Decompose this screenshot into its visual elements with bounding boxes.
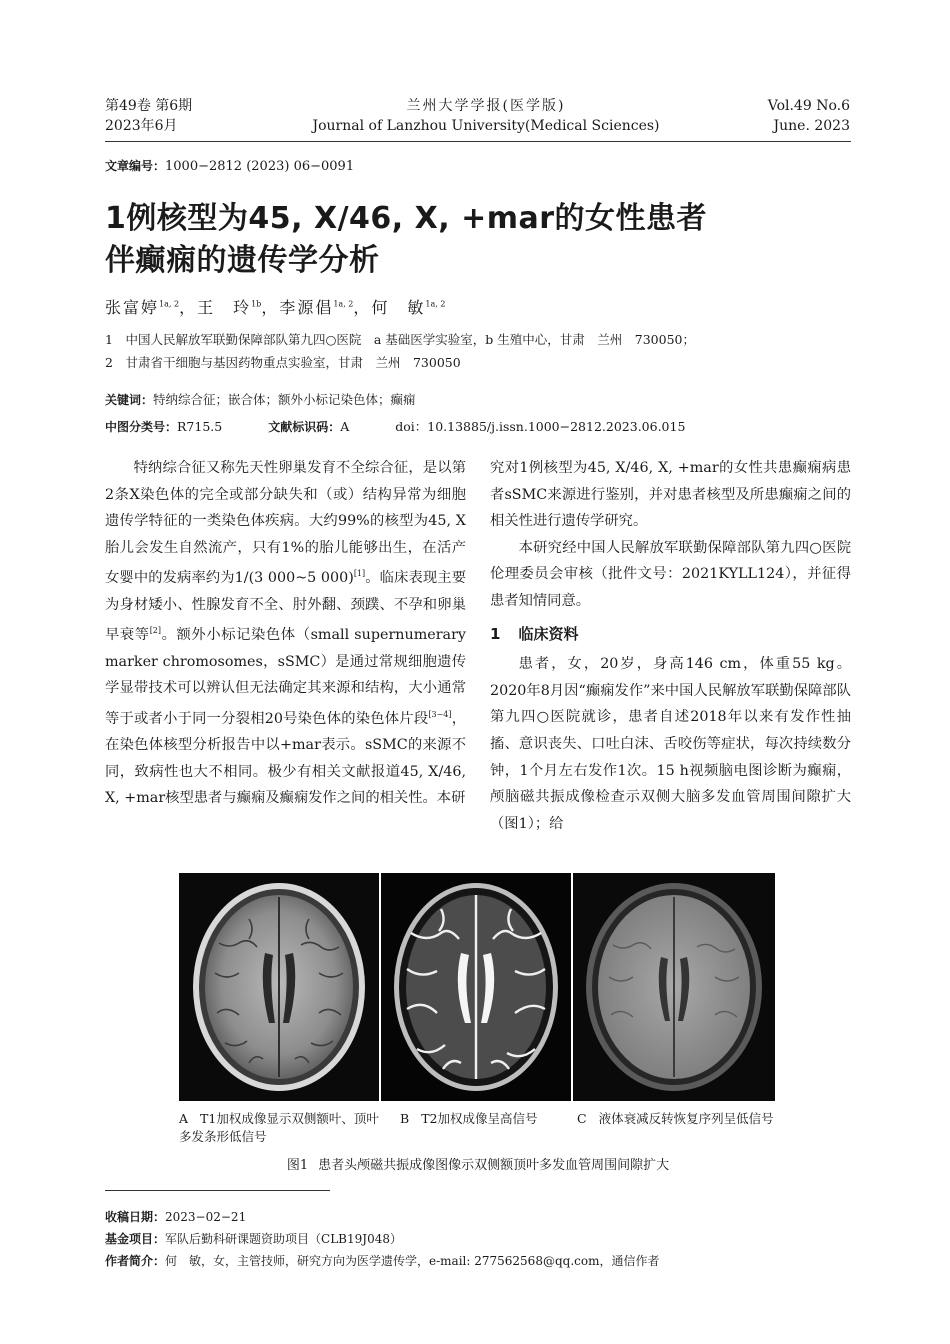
author-affiliation-mark: 1a, 2 (159, 299, 180, 309)
figure-number: 图1 (286, 1158, 309, 1173)
running-header-right (768, 96, 850, 136)
doc-code-value: A (340, 419, 350, 434)
footnote-divider (105, 1190, 330, 1191)
caption-text: 液体衰减反转恢复序列呈低信号 (598, 1111, 774, 1126)
clc-value: R715.5 (177, 419, 223, 434)
running-header-left (105, 96, 192, 136)
doc-code-label: 文献标识码： (268, 420, 341, 434)
body-column-left (105, 455, 466, 812)
doi-label: doi： (395, 419, 428, 434)
section-number: 1 (490, 624, 501, 643)
author-affiliation-mark: 1b (251, 299, 262, 309)
citation-ref: [3−4] (428, 709, 452, 719)
ethics-paragraph: 本研究经中国人民解放军联勤保障部队第九四○医院伦理委员会审核（批件文号：2021KYLL124），并征得患者知情同意。 (490, 539, 851, 609)
affiliation-1: 1 中国人民解放军联勤保障部队第九四○医院 a 基础医学实验室，b 生殖中心，甘肃 兰州 730050； (105, 332, 695, 347)
publication-date: 2023年6月 (105, 118, 178, 134)
caption-letter: B (400, 1111, 410, 1126)
volume-issue: 第49卷 第6期 (105, 98, 193, 114)
author-separator: ， (179, 298, 198, 317)
figure-panel-c-flair-mri (573, 873, 775, 1101)
author-bio-value: 何 敏，女，主管技师，研究方向为医学遗传学，e-mail: 277562568@qq.com，通信作者 (165, 1254, 660, 1268)
received-label: 收稿日期： (105, 1210, 166, 1224)
doi-value: 10.13885/j.issn.1000−2812.2023.06.015 (427, 419, 686, 434)
keywords-value: 特纳综合征；嵌合体；额外小标记染色体；癫痫 (153, 392, 416, 407)
footnote-funding (105, 1230, 402, 1247)
author-name: 李源倡 (279, 298, 334, 317)
paper-title-line2: 伴癫痫的遗传学分析 (105, 243, 380, 278)
section-title: 临床资料 (518, 624, 579, 643)
author-name: 何 敏 (371, 298, 426, 317)
figure-title-text: 患者头颅磁共振成像图像示双侧额顶叶多发血管周围间隙扩大 (318, 1158, 670, 1173)
intro-paragraph: 特纳综合征又称先天性卵巢发育不全综合征，是以第2条X染色体的完全或部分缺失和（或）结构异常为细胞遗传学特征的一类染色体疾病。大约99%的核型为45, X胎儿会发生自然流产，只有1%的胎儿能够出生，在活产女婴中的发病率约为1/(3 000~5 000)[1]。临床表现主要为身材矮小、性腺发育不全、肘外翻、颈蹼、不孕和卵巢早衰等[2]。额外小标记染色体（small supernumerary marker chromosomes，sSMC）是通过常规细胞遗传学显带技术可以辨认但无法确定其来源和结构，大小通常等于或者小于同一分裂相20号染色体的染色体片段[3−4]，在染色体核型分析报告中以+mar表示。sSMC的来源不同，致病性也大不相同。极少有相关文献报道45, X/46, X, +mar核型患者与癫痫及癫痫发作之间的相关性。本研 (105, 460, 467, 807)
caption-letter: A (179, 1111, 189, 1126)
publication-date-en: June. 2023 (773, 118, 850, 134)
volume-issue-en: Vol.49 No.6 (767, 98, 850, 114)
funding-value: 军队后勤科研课题资助项目（CLB19J048） (165, 1232, 402, 1246)
paper-title (105, 198, 707, 282)
article-number-label: 文章编号： (105, 159, 166, 173)
brain-mri-t1-image (179, 873, 379, 1101)
figure-caption-a (179, 1110, 389, 1146)
figure-panel-b-t2-mri (381, 873, 571, 1101)
caption-letter: C (577, 1111, 587, 1126)
journal-name-cn: 兰州大学学报(医学版) (406, 98, 566, 114)
author-separator: ， (353, 298, 372, 317)
article-number (105, 157, 354, 174)
brain-mri-flair-image (573, 873, 775, 1101)
figure-panel-a-t1-mri (179, 873, 379, 1101)
body-column-right (490, 455, 851, 837)
funding-label: 基金项目： (105, 1232, 166, 1246)
paper-title-line1: 1例核型为45, X/46, X, +mar的女性患者 (105, 201, 708, 236)
classification-line (105, 417, 851, 435)
keywords-label: 关键词： (105, 393, 154, 407)
header-divider (105, 141, 851, 142)
keywords (105, 390, 416, 408)
author-affiliation-mark: 1a, 2 (333, 299, 354, 309)
author-affiliation-mark: 1a, 2 (425, 299, 446, 309)
author-name: 王 玲 (197, 298, 252, 317)
article-number-value: 1000−2812 (2023) 06−0091 (165, 159, 355, 174)
author-bio-label: 作者简介： (105, 1254, 166, 1268)
citation-ref: [2] (149, 626, 162, 636)
figure-caption-b (400, 1110, 570, 1128)
journal-name-en: Journal of Lanzhou University(Medical Sciences) (312, 118, 660, 134)
footnote-author-bio (105, 1252, 659, 1269)
brain-mri-t2-image (381, 873, 571, 1101)
author-separator: ， (261, 298, 280, 317)
running-header-center (300, 96, 672, 136)
clinical-paragraph: 患者，女，20岁，身高146 cm，体重55 kg。2020年8月因“癫痫发作”来中国人民解放军联勤保障部队第九四○医院就诊，患者自述2018年以来有发作性抽搐、意识丧失、口吐白沫、舌咬伤等症状，每次持续数分钟，1个月左右发作1次。15 h视频脑电图诊断为癫痫，颅脑磁共振成像检查示双侧大脑多发血管周围间隙扩大（图1）；给 (490, 656, 851, 832)
citation-ref: [1] (353, 569, 366, 579)
caption-text: T2加权成像呈高信号 (421, 1111, 538, 1126)
affiliation-2: 2 甘肃省干细胞与基因药物重点实验室，甘肃 兰州 730050 (105, 355, 461, 370)
intro-paragraph-continued: 究对1例核型为45, X/46, X, +mar的女性共患癫痫病患者sSMC来源进行鉴别，并对患者核型及所患癫痫之间的相关性进行遗传学研究。 (490, 460, 851, 530)
caption-text: T1加权成像显示双侧额叶、顶叶多发条形低信号 (179, 1111, 379, 1144)
figure-title (105, 1154, 851, 1173)
author-name: 张富婷 (105, 298, 160, 317)
received-date: 2023−02−21 (165, 1210, 247, 1224)
clc-label: 中图分类号： (105, 420, 178, 434)
author-list (105, 295, 445, 318)
section-heading (490, 621, 851, 648)
figure-caption-c (577, 1110, 807, 1128)
footnote-received (105, 1208, 246, 1225)
